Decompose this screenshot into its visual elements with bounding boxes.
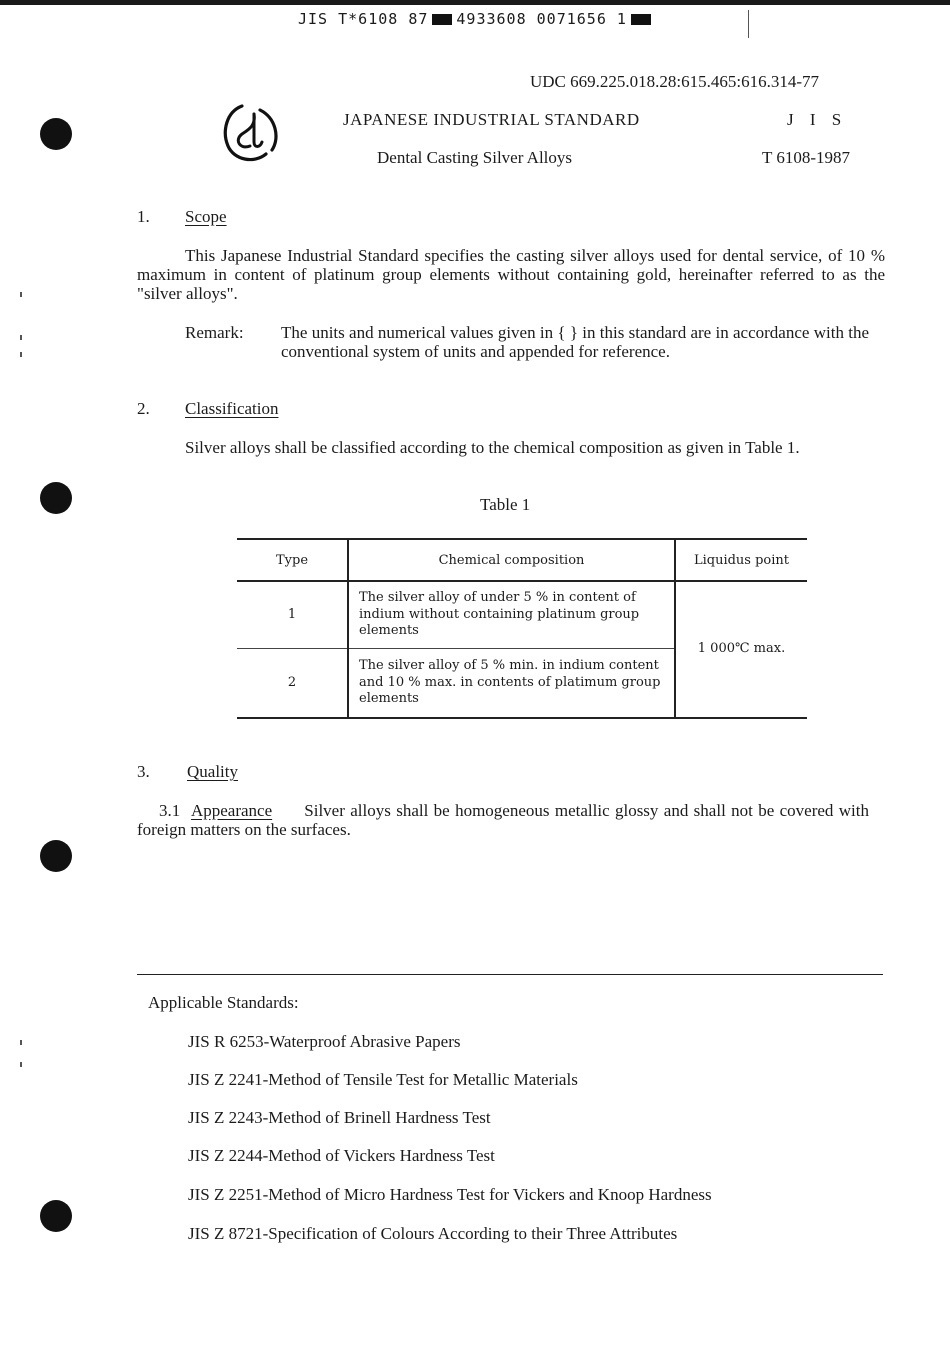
top-edge-rule	[0, 0, 950, 5]
subsection-text: Silver alloys shall be homogeneous metallic glossy and shall not be covered with foreign matters on the surfaces.	[137, 801, 870, 839]
margin-mark	[20, 1062, 22, 1067]
scope-paragraph: This Japanese Industrial Standard specifies the casting silver alloys used for dental service, of 10 % maximum in content of platinum group elements without containing gold, hereinafter referred to as the "silver alloys".	[137, 246, 885, 303]
standard-number: T 6108-1987	[762, 148, 850, 167]
udc-number: UDC 669.225.018.28:615.465:616.314-77	[530, 72, 819, 91]
applicable-standard-item: JIS Z 8721-Specification of Colours According to their Three Attributes	[188, 1224, 678, 1243]
header-liquidus: Liquidus point	[675, 539, 807, 581]
table-row	[237, 581, 807, 649]
subsection-number: 3.1	[159, 801, 181, 820]
header-code-left: JIS T*6108 87	[298, 10, 429, 28]
standard-code: J I S	[787, 110, 848, 129]
classification-paragraph: Silver alloys shall be classified according to the chemical composition as given in Table 1.	[185, 438, 800, 457]
punch-hole-4	[40, 1200, 72, 1232]
cell-liquidus: 1 000℃ max.	[675, 581, 807, 718]
header-bar-2	[631, 14, 651, 25]
section-number-classification: 2.	[137, 399, 150, 418]
margin-mark	[20, 292, 22, 297]
margin-mark	[20, 335, 22, 340]
jis-logo-icon	[220, 102, 282, 164]
table-header-row	[237, 539, 807, 581]
header-composition: Chemical composition	[348, 539, 675, 581]
classification-table	[237, 538, 807, 719]
applicable-standard-item: JIS Z 2251-Method of Micro Hardness Test for Vickers and Knoop Hardness	[188, 1185, 712, 1204]
cell-composition: The silver alloy of 5 % min. in indium content and 10 % max. in contents of platimum group elements	[348, 649, 675, 719]
header-code-mid: 4933608 0071656 1	[456, 10, 627, 28]
table-caption: Table 1	[480, 495, 531, 514]
standard-title: JAPANESE INDUSTRIAL STANDARD	[343, 110, 640, 129]
cell-composition: The silver alloy of under 5 % in content of indium without containing platinum group elements	[348, 581, 675, 649]
section-number-quality: 3.	[137, 762, 150, 781]
section-title-scope: Scope	[185, 207, 227, 226]
punch-hole-1	[40, 118, 72, 150]
section-title-quality: Quality	[187, 762, 238, 781]
header-bar-1	[432, 14, 452, 25]
applicable-standard-item: JIS Z 2244-Method of Vickers Hardness Test	[188, 1146, 495, 1165]
header-code	[298, 10, 655, 28]
document-title: Dental Casting Silver Alloys	[377, 148, 573, 167]
punch-hole-2	[40, 482, 72, 514]
applicable-standard-item: JIS Z 2243-Method of Brinell Hardness Test	[188, 1108, 491, 1127]
section-title-classification: Classification	[185, 399, 279, 418]
applicable-standard-item: JIS Z 2241-Method of Tensile Test for Metallic Materials	[188, 1070, 578, 1089]
subsection-title: Appearance	[190, 801, 273, 820]
margin-mark	[20, 1040, 22, 1045]
remark-text: The units and numerical values given in { } in this standard are in accordance with the conventional system of units and appended for reference.	[281, 323, 869, 361]
punch-hole-3	[40, 840, 72, 872]
footnote-divider	[137, 974, 883, 975]
appearance-paragraph	[137, 801, 869, 839]
applicable-standards-title: Applicable Standards:	[148, 993, 299, 1012]
cell-type: 2	[237, 649, 348, 719]
header-tick	[748, 10, 749, 38]
cell-type: 1	[237, 581, 348, 649]
section-number-scope: 1.	[137, 207, 150, 226]
header-type: Type	[237, 539, 348, 581]
applicable-standard-item: JIS R 6253-Waterproof Abrasive Papers	[188, 1032, 461, 1051]
margin-mark	[20, 352, 22, 357]
remark-label: Remark:	[185, 323, 244, 342]
